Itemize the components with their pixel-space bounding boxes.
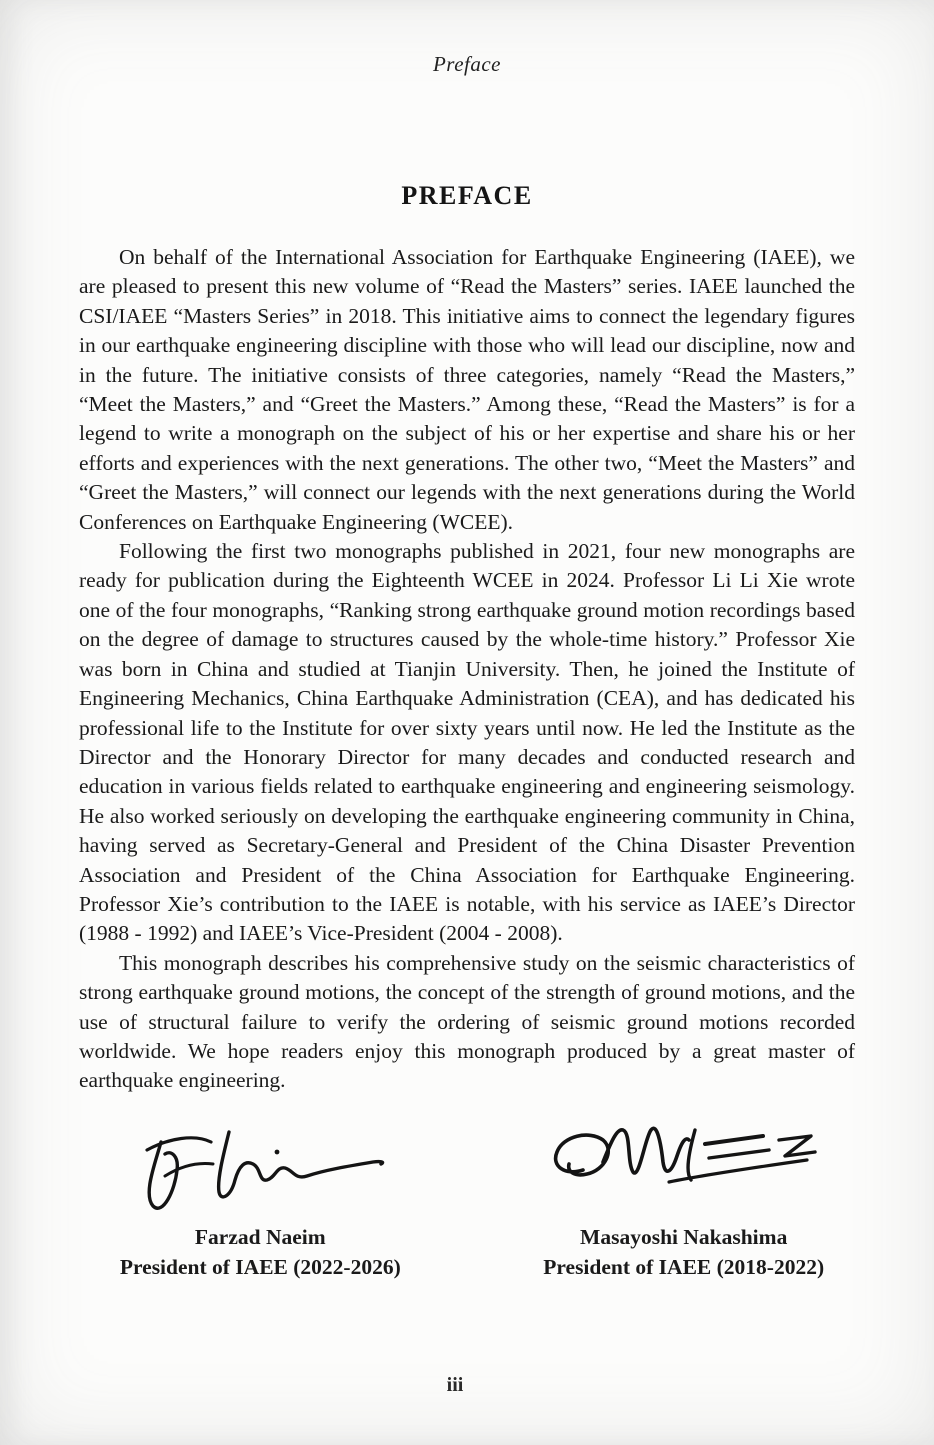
signatory-name: Farzad Naeim: [194, 1224, 326, 1249]
signature-right: [503, 1118, 864, 1282]
farzad-naeim-signature-icon: [125, 1118, 395, 1216]
paragraph-2: Following the first two monographs published in 2021, four new monographs are ready for publication during the Eighteenth WCEE in 2024. Professor Li Li Xie wrote one of the four monographs, “Ranking strong earthquake ground motion recordings based on the degree of damage to structures caused by the whole-time history.” Professor Xie was born in China and studied at Tianjin University. Then, he joined the Institute of Engineering Mechanics, China Earthquake Administration (CEA), and has dedicated his professional life to the Institute for over sixty years until now. He led the Institute as the Director and the Honorary Director for many decades and conducted research and education in various fields related to earthquake engineering and engineering seismology. He also worked seriously on developing the earthquake engineering community in China, having served as Secretary-General and President of the China Disaster Prevention Association and President of the China Association for Earthquake Engineering. Professor Xie’s contribution to the IAEE is notable, with his service as IAEE’s Director (1988 - 1992) and IAEE’s Vice-President (2004 - 2008).: [79, 539, 855, 946]
page-number: iii: [446, 1374, 464, 1396]
signatory-title: President of IAEE (2018-2022): [543, 1254, 825, 1279]
paragraph-3: This monograph describes his comprehensive study on the seismic characteristics of strong earthquake ground motions, the concept of the strength of ground motions, and the use of structural failure to verify the ordering of seismic ground motions recorded worldwide. We hope readers enjoy this monograph produced by a great master of earthquake engineering.: [79, 950, 855, 1093]
signatory-name: Masayoshi Nakashima: [580, 1224, 788, 1249]
paragraph-1: On behalf of the International Association for Earthquake Engineering (IAEE), we are pleased to present this new volume of “Read the Masters” series. IAEE launched the CSI/IAEE “Masters Series” in 2018. This initiative aims to connect the legendary figures in our earthquake engineering discipline with those who will lead our discipline, now and in the future. The initiative consists of three categories, namely “Read the Masters,” “Meet the Masters,” and “Greet the Masters.” Among these, “Read the Masters” is for a legend to write a monograph on the subject of his or her expertise and share his or her efforts and experiences with the next generations. The other two, “Meet the Masters” and “Greet the Masters,” will connect our legends with the next generations during the World Conferences on Earthquake Engineering (WCEE).: [79, 245, 855, 534]
signature-block: [80, 1118, 864, 1282]
page-title: PREFACE: [401, 181, 533, 210]
signature-left: [80, 1118, 441, 1282]
preface-body: [79, 243, 855, 1096]
masayoshi-nakashima-signature-icon: [539, 1118, 829, 1216]
signatory-title: President of IAEE (2022-2026): [119, 1254, 401, 1279]
running-head: Preface: [432, 52, 502, 76]
